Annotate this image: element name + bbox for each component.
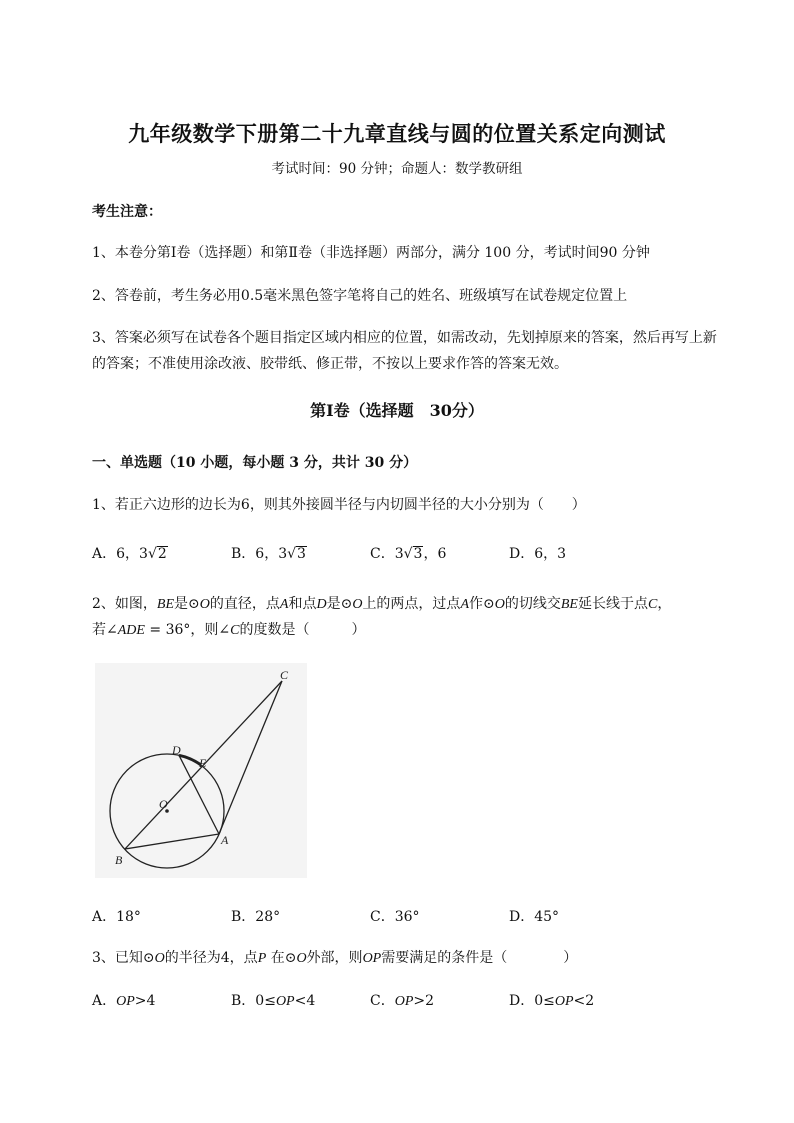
q2-option-a[interactable]: A．18° [92, 909, 141, 925]
q3-var: OP [362, 951, 382, 966]
q2-text: 上的两点，过点 [362, 596, 461, 612]
label-o: O [159, 797, 168, 811]
q3-b-suffix: <4 [294, 993, 316, 1009]
q1-c-text: C．3 [370, 546, 404, 562]
q2-var: O [352, 597, 363, 612]
exam-subtitle: 考试时间：90 分钟；命题人：数学教研组 [271, 161, 523, 177]
q2-option-b[interactable]: B．28° [231, 909, 281, 925]
q3-b-prefix: B．0≤ [231, 993, 276, 1009]
notes-heading: 考生注意： [92, 204, 162, 220]
q2-text: 的直径，点 [209, 596, 280, 612]
q2-var: C [647, 597, 658, 612]
q2-var: C [230, 623, 240, 638]
q2-stem-line-1 [92, 593, 671, 613]
q3-b-var: OP [275, 994, 295, 1009]
q3-d-suffix: <2 [573, 993, 595, 1009]
q2-var: A [279, 597, 289, 612]
q3-option-b[interactable] [231, 990, 315, 1010]
note-item-1: 1、本卷分第Ⅰ卷（选择题）和第Ⅱ卷（非选择题）两部分，满分 100 分，考试时间90 分钟 [92, 245, 650, 261]
q1-b-text: B．6，3 [231, 546, 288, 562]
q2-stem-line-2 [92, 619, 365, 639]
label-c: C [280, 668, 289, 682]
q2-option-c[interactable]: C．36° [370, 909, 420, 925]
q1-option-b[interactable] [231, 543, 307, 563]
q1-option-c[interactable] [370, 543, 446, 563]
page-title: 九年级数学下册第二十九章直线与圆的位置关系定向测试 [128, 121, 666, 146]
q2-text: 的切线交 [504, 596, 561, 612]
q3-text: 外部，则 [306, 950, 363, 966]
q3-option-c[interactable] [370, 990, 434, 1010]
q3-text: 需要满足的条件是（ ） [381, 950, 578, 966]
q2-var: A [460, 597, 469, 612]
label-d: D [172, 743, 181, 757]
q1-stem: 1、若正六边形的边长为6，则其外接圆半径与内切圆半径的大小分别为（ ） [92, 497, 586, 513]
q2-var: D [316, 597, 327, 612]
arc-de [179, 755, 201, 765]
q3-a-prefix: A． [92, 993, 117, 1009]
q2-text: 2、如图， [92, 596, 157, 612]
q2-option-d[interactable]: D．45° [509, 909, 560, 925]
q3-a-suffix: >4 [134, 993, 156, 1009]
q3-text: 的半径为4，点 [164, 950, 258, 966]
q2-text: 是⊙ [174, 596, 200, 612]
q3-text: 3、已知⊙ [92, 950, 155, 966]
q3-option-d[interactable] [509, 990, 594, 1010]
note-item-3-line-1: 3、答案必须写在试卷各个题目指定区域内相应的位置，如需改动，先划掉原来的答案，然后再写上新 [92, 330, 717, 346]
q3-var: O [296, 951, 307, 966]
q3-c-var: OP [394, 994, 414, 1009]
q2-text: 和点 [288, 596, 317, 612]
label-a: A [221, 833, 229, 847]
q2-text: = 36°，则∠ [144, 622, 231, 638]
part-title: 一、单选题（10 小题，每小题 3 分，共计 30 分） [92, 455, 418, 471]
q3-stem [92, 947, 577, 967]
q2-var: ADE [117, 623, 145, 638]
note-item-3-line-2: 的答案；不准使用涂改液、胶带纸、修正带，不按以上要求作答的答案无效。 [92, 356, 568, 372]
q3-c-prefix: C． [370, 993, 395, 1009]
q2-text: 是⊙ [326, 596, 353, 612]
q2-var: O [199, 597, 210, 612]
q2-geometry-figure [95, 663, 307, 878]
sqrt-icon: √ [147, 546, 157, 562]
q3-option-a[interactable] [92, 990, 155, 1010]
q2-text: 若∠ [92, 622, 118, 638]
q2-text: 作⊙ [469, 596, 495, 612]
q3-d-prefix: D．0≤ [509, 993, 555, 1009]
q2-var: O [494, 597, 505, 612]
q3-d-var: OP [554, 994, 574, 1009]
sqrt-icon: √ [403, 546, 413, 562]
q3-var: O [154, 951, 165, 966]
q1-c-radicand: 3 [413, 546, 423, 562]
q1-a-radicand: 2 [157, 546, 167, 562]
label-e: E [199, 756, 207, 770]
note-item-2: 2、答卷前，考生务必用0.5毫米黑色签字笔将自己的姓名、班级填写在试卷规定位置上 [92, 288, 628, 304]
label-b: B [115, 853, 123, 867]
q1-option-a[interactable] [92, 543, 168, 563]
q2-text: 延长线于点 [577, 596, 648, 612]
q2-var: BE [560, 597, 578, 612]
tangent-ac [219, 681, 282, 834]
q2-text: 的度数是（ ） [239, 622, 366, 638]
q3-a-var: OP [116, 994, 135, 1009]
sqrt-icon: √ [287, 546, 297, 562]
section-title: 第Ⅰ卷（选择题 30分） [310, 401, 484, 420]
q3-c-suffix: >2 [413, 993, 435, 1009]
q2-text: ， [657, 596, 672, 612]
chord-ba [125, 834, 219, 849]
q1-b-radicand: 3 [297, 546, 306, 562]
q1-a-text: A．6，3 [92, 546, 148, 562]
q3-var: P [257, 951, 267, 966]
q3-text: 在⊙ [266, 950, 297, 966]
q1-c-suffix: ，6 [423, 546, 447, 562]
q1-option-d[interactable]: D．6，3 [509, 546, 567, 562]
q2-var: BE [156, 597, 175, 612]
circle-tangent-diagram [95, 663, 307, 878]
